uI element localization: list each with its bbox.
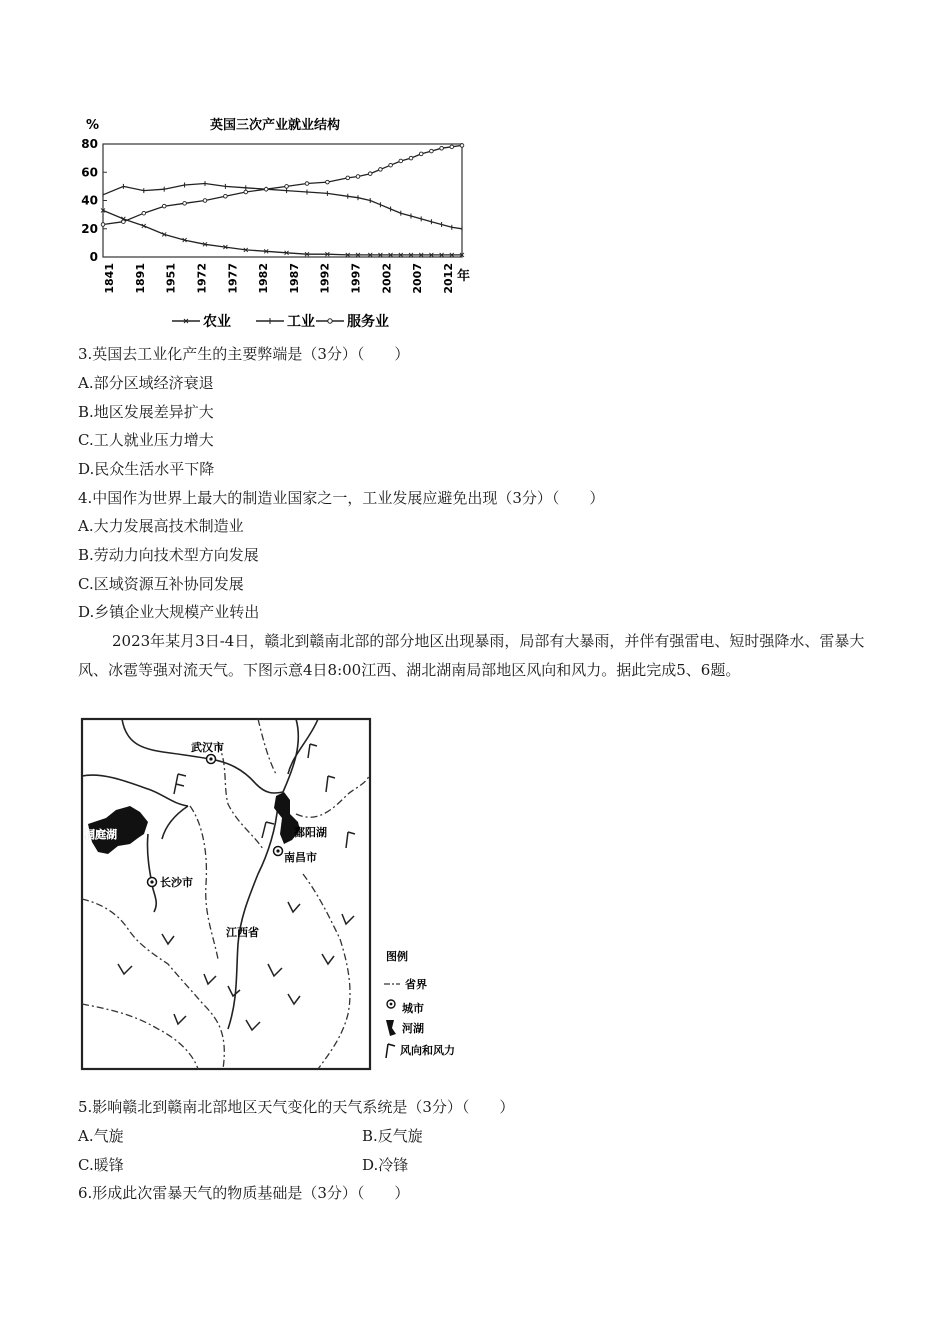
data-point [379, 168, 383, 172]
label-nanchang: 南昌市 [284, 851, 317, 864]
data-point [389, 163, 393, 167]
data-point [419, 152, 423, 156]
data-point [305, 182, 309, 186]
question-3-option-a: A.部分区域经济衰退 [78, 374, 214, 392]
data-point [399, 159, 403, 163]
label-jiangxi: 江西省 [226, 926, 259, 939]
data-point [142, 211, 146, 215]
legend-river: 河湖 [402, 1022, 424, 1035]
map-frame [82, 719, 370, 1069]
question-4-option-b: B.劳动力向技术型方向发展 [78, 546, 259, 564]
question-3-stem: 3.英国去工业化产生的主要弊端是（3分）（ ） [78, 345, 410, 363]
legend-wind: 风向和风力 [400, 1044, 455, 1057]
question-3-option-d: D.民众生活水平下降 [78, 460, 215, 478]
y-tick-label: 60 [81, 165, 98, 180]
question-3-option-b: B.地区发展差异扩大 [78, 403, 214, 421]
x-tick-label: 1977 [226, 263, 240, 294]
x-tick-label: 1891 [133, 263, 147, 294]
legend-title: 图例 [386, 950, 408, 963]
data-point [183, 202, 187, 206]
legend-border: 省界 [405, 978, 427, 991]
data-point [326, 180, 330, 184]
question-6-stem: 6.形成此次雷暴天气的物质基础是（3分）（ ） [78, 1184, 410, 1202]
x-axis-unit: 年 [457, 269, 471, 284]
label-changsha: 长沙市 [160, 876, 193, 889]
question-4-option-a: A.大力发展高技术制造业 [78, 517, 244, 535]
province-borders [82, 719, 370, 1069]
data-point [244, 190, 248, 194]
y-tick-label: 80 [81, 137, 98, 151]
x-tick-label: 2012 [442, 263, 455, 294]
series-line-服务业 [103, 145, 462, 224]
legend-city: 城市 [402, 1002, 424, 1015]
question-5-option-b: B.反气旋 [362, 1127, 423, 1145]
chart-title: 英国三次产业就业结构 [209, 118, 341, 133]
label-poyang: 鄱阳湖 [294, 826, 327, 839]
data-point [460, 144, 464, 148]
y-tick-label: 20 [81, 221, 98, 236]
question-4-stem: 4.中国作为世界上最大的制造业国家之一，工业发展应避免出现（3分）（ ） [78, 489, 605, 507]
label-wuhan: 武汉市 [191, 741, 224, 754]
city-wuhan [191, 740, 224, 764]
employment-structure-chart [80, 110, 480, 335]
y-axis-unit: % [86, 118, 100, 133]
x-tick-label: 1951 [164, 263, 178, 294]
series-line-工业 [103, 184, 462, 229]
data-point [101, 223, 105, 227]
data-point [409, 156, 413, 160]
legend-label: 农业 [203, 314, 231, 330]
y-tick-label: 0 [89, 250, 98, 264]
legend-label: 工业 [287, 314, 315, 330]
question-3-option-c: C.工人就业压力增大 [78, 431, 214, 449]
data-point [162, 204, 166, 208]
data-point [430, 149, 434, 153]
y-tick-label: 40 [81, 193, 98, 208]
legend-marker [328, 319, 332, 323]
question-5-option-c: C.暖锋 [78, 1156, 124, 1174]
data-point [203, 199, 207, 203]
data-point [368, 172, 372, 176]
rivers [82, 719, 318, 1029]
x-tick-label: 1841 [103, 263, 116, 294]
data-point [122, 220, 126, 224]
data-point [285, 185, 289, 189]
weather-map [78, 714, 478, 1074]
x-tick-label: 1992 [318, 263, 332, 294]
x-tick-label: 1997 [349, 263, 363, 294]
city-nanchang [274, 847, 318, 865]
question-4-option-c: C.区域资源互补协同发展 [78, 575, 244, 593]
label-dongting: 洞庭湖 [84, 828, 117, 841]
x-tick-label: 1987 [287, 263, 301, 294]
map-legend [384, 949, 455, 1058]
data-point [440, 146, 444, 150]
legend-label: 服务业 [347, 314, 389, 330]
x-tick-label: 2002 [380, 263, 394, 294]
data-point [346, 176, 350, 180]
x-tick-label: 1972 [195, 263, 209, 294]
data-point [356, 175, 360, 179]
data-point [264, 187, 268, 191]
data-point [224, 194, 228, 198]
city-changsha [148, 875, 194, 889]
plot-frame [103, 144, 462, 257]
question-5-stem: 5.影响赣北到赣南北部地区天气变化的天气系统是（3分）（ ） [78, 1098, 515, 1116]
series-line-农业 [103, 210, 462, 255]
passage-5-6: 2023年某月3日-4日，赣北到赣南北部的部分地区出现暴雨，局部有大暴雨，并伴有强雷电、短时强降水、雷暴大风、冰雹等强对流天气。下图示意4日8:00江西、湖北湖南局部地区风向和风力。据此完成5、6题。 [78, 632, 865, 679]
question-5-option-d: D.冷锋 [362, 1156, 409, 1174]
x-tick-label: 1982 [257, 263, 271, 294]
x-tick-label: 2007 [411, 263, 425, 294]
question-5-option-a: A.气旋 [78, 1127, 124, 1145]
data-point [450, 145, 454, 149]
question-4-option-d: D.乡镇企业大规模产业转出 [78, 603, 260, 621]
